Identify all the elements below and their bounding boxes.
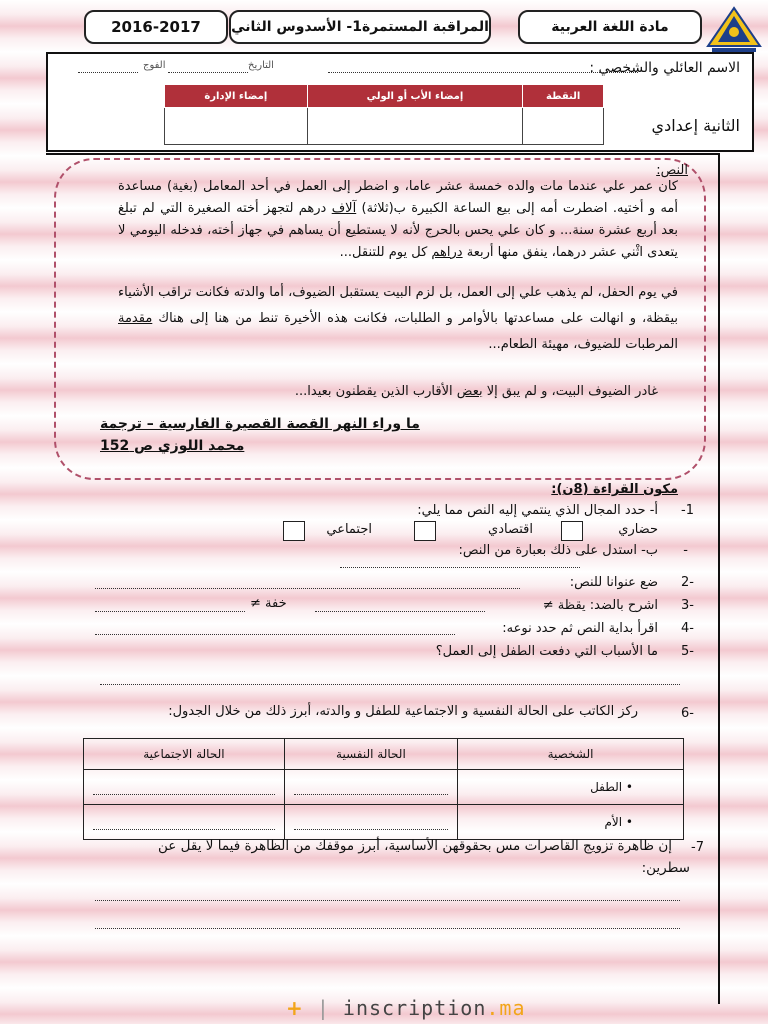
class-level: الثانية إعدادي [651,116,740,135]
q7-answer-line-2[interactable] [95,928,680,929]
q4-text: اقرأ بداية النص ثم حدد نوعه: [502,621,658,636]
q3-answer-line-2[interactable] [95,611,245,612]
signature-table [164,84,604,145]
analysis-table [83,738,684,840]
q2-text: ضع عنوانا للنص: [569,575,658,590]
reading-section-title: مكون القراءة (8ن): [551,482,678,497]
source-line-2: محمد اللوزي ص 152 [100,438,245,454]
sig-header-admin: إمضاء الإدارة [165,85,308,108]
sig-parent-cell[interactable] [307,108,523,145]
brand-tld: .ma [486,996,526,1020]
text-paragraph-1: كان عمر علي عندما مات والده خمسة عشر عاما، و اضطر إلى العمل في أحد المعامل (بغية) مساعدة أمه و أختيه. اضطرت أمه إلى بيع الساعة الكبيرة ب(ثلاثة) آلاف درهم لتجهز أخته الصغيرة التي لم تبلغ بعد أربع عشرة سنة... و كان علي يحس بالحرج لأنه لا يستطيع أن يساهم في جهاز أخته، فدخله اليومي لا يتعدى اثْني عشر درهما، ينفق منها أربعة دراهم كل يوم للتنقل... [118,179,678,260]
sig-admin-cell[interactable] [165,108,308,145]
q1-number: 1- [681,503,694,518]
col-social: الحالة الاجتماعية [84,739,285,770]
q7-text-cont: سطرين: [641,860,690,876]
checkbox-iqtisadi[interactable] [414,521,436,541]
row-child-label: • الطفل [458,770,684,805]
child-social-cell[interactable] [84,770,285,805]
mother-psych-cell[interactable] [284,805,457,840]
q4-answer-line[interactable] [95,634,455,635]
q5-number: -5 [681,644,694,659]
date-field[interactable] [168,72,248,73]
site-watermark: + | inscription.ma [286,996,526,1020]
text-title: النص: [656,163,688,178]
sig-header-grade: النقطة [523,85,604,108]
source-line-1: ما وراء النهر القصة القصيرة الفارسية – ترجمة [100,416,420,432]
text-paragraph-3: غادر الضيوف البيت، و لم يبق إلا بعض الأقارب الذين يقطنون بعيدا... [294,384,658,399]
q6-text: ركز الكاتب على الحالة النفسية و الاجتماعية للطفل و والدته، أبرز ذلك من خلال الجدول: [168,704,638,719]
q2-answer-line[interactable] [95,588,520,589]
col-psychological: الحالة النفسية [284,739,457,770]
divider-line [46,153,720,155]
q3-text: اشرح بالضد: يقظة ≠ [542,598,658,613]
student-info-box [46,52,754,152]
q2-number: -2 [681,575,694,590]
child-psych-cell[interactable] [284,770,457,805]
q3-second-word: خفة ≠ [250,596,287,611]
q7-text: إن ظاهرة تزويج القاصرات مس بحقوقهن الأساسية، أبرز موقفك من الظاهرة فيما لا يقل عن [158,838,672,854]
brand-name: inscription [342,996,487,1020]
option-ijtimai: اجتماعي [326,522,372,537]
school-logo [706,6,762,54]
q3-number: -3 [681,598,694,613]
text-paragraph-2: في يوم الحفل، لم يذهب علي إلى العمل، بل لزم البيت يستقبل الضيوف، أما والدته فكانت تراقب الأشياء بيقظة، و انهالت على مساعدتها بالأوامر و الطلبات، فكانت هذه الأخيرة تنط من هنا إلى هناك مقدمة المرطبات للضيوف، مهيئة الطعام... [118,285,678,352]
sig-header-parent: إمضاء الأب أو الولي [307,85,523,108]
checkbox-hadari[interactable] [561,521,583,541]
q5-answer-line[interactable] [100,684,680,685]
name-label: الاسم العائلي والشخصي : [589,60,740,76]
group-field[interactable] [78,72,138,73]
q6-number: -6 [681,706,694,721]
q1b-answer-line[interactable] [340,567,580,568]
q7-number: 7- [691,840,704,855]
subject-title: مادة اللغة العربية [551,19,669,35]
q1b-number: - [683,543,688,558]
exam-pill [229,10,491,44]
q4-number: -4 [681,621,694,636]
q1b-text: ب- استدل على ذلك بعبارة من النص: [458,543,658,558]
subject-pill [518,10,702,44]
plus-icon: + [286,996,304,1020]
margin-line [718,153,720,1004]
q1a-text: أ- حدد المجال الذي ينتمي إليه النص مما يلي: [417,503,658,518]
option-hadari: حضاري [618,522,658,537]
group-label: الفوج [143,60,166,71]
q5-text: ما الأسباب التي دفعت الطفل إلى العمل؟ [435,644,658,659]
option-iqtisadi: اقتصادي [488,522,533,537]
date-label: التاريخ [248,60,274,71]
years-pill [84,10,228,44]
name-field[interactable] [328,72,638,73]
row-mother-label: • الأم [458,805,684,840]
grade-cell[interactable] [523,108,604,145]
q3-answer-line-1[interactable] [315,611,485,612]
col-person: الشخصية [458,739,684,770]
checkbox-ijtimai[interactable] [283,521,305,541]
mother-social-cell[interactable] [84,805,285,840]
q7-answer-line-1[interactable] [95,900,680,901]
exam-title: المراقبة المستمرة1- الأسدوس الثاني [231,19,489,35]
school-year: 2016-2017 [111,18,201,36]
